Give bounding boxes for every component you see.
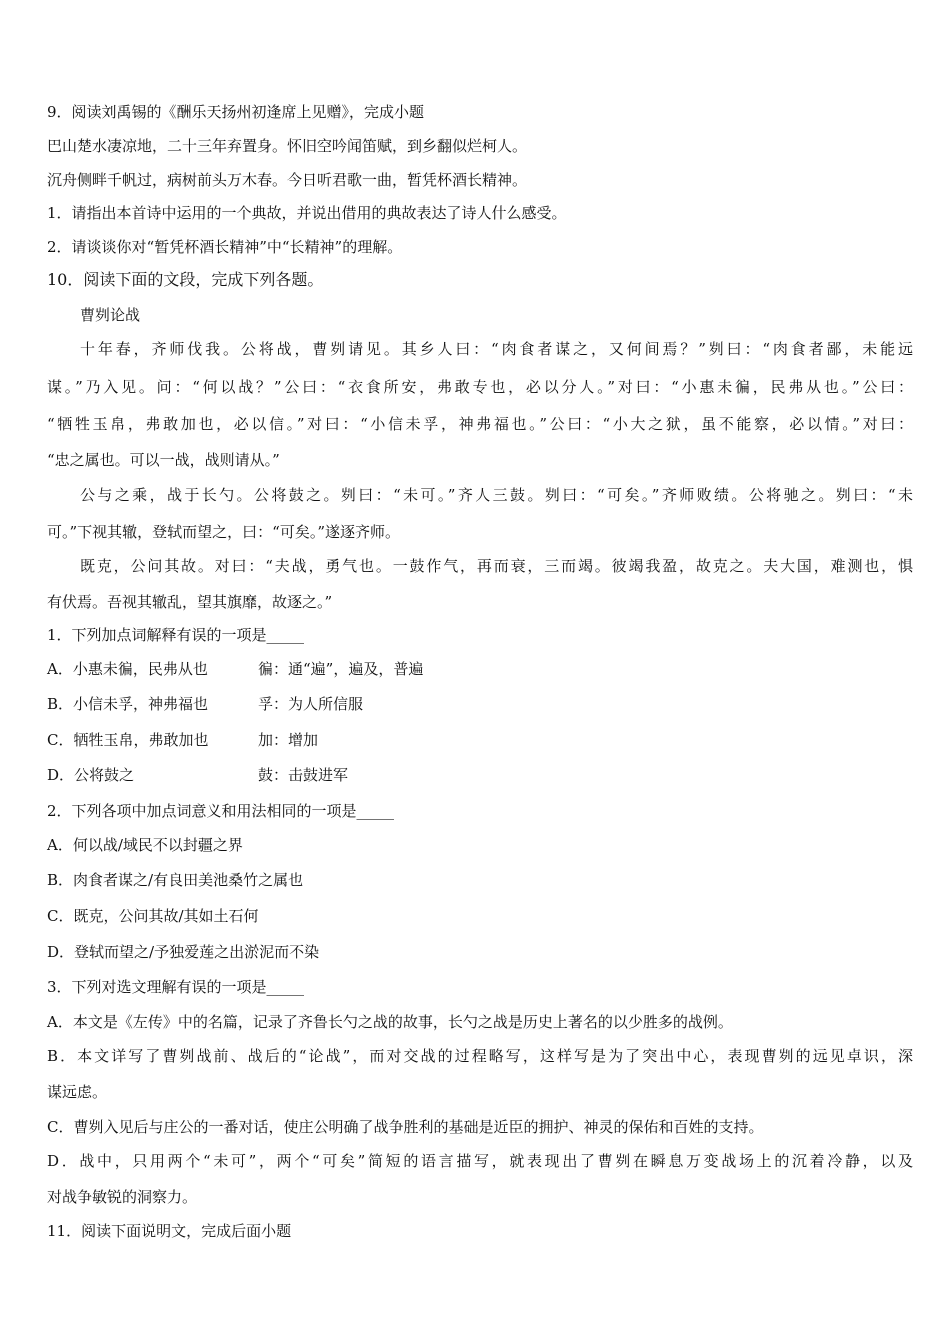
s2-option-a: A．何以战/域民不以封疆之界: [47, 836, 243, 854]
q11-heading: 11．阅读下面说明文，完成后面小题: [47, 1222, 292, 1240]
passage-p2-line-1: 公与之乘，战于长勺。公将鼓之。刿曰：“未可。”齐人三鼓。刿曰：“可矣。”齐师败绩。公将驰之。刿曰：“未: [80, 486, 913, 504]
s1-option-b-text: B．小信未孚，神弗福也: [47, 695, 209, 713]
s2-stem: 2．下列各项中加点词意义和用法相同的一项是_____: [47, 802, 395, 820]
s1-stem: 1．下列加点词解释有误的一项是_____: [47, 626, 305, 644]
s3-option-d-line-1: D．战中，只用两个“未可”，两个“可矣”简短的语言描写，就表现出了曹刿在瞬息万变战场上的沉着冷静，以及: [47, 1152, 913, 1170]
passage-title: 曹刿论战: [80, 306, 141, 324]
s3-option-c: C．曹刿入见后与庄公的一番对话，使庄公明确了战争胜利的基础是近臣的拥护、神灵的保佑和百姓的支持。: [47, 1118, 764, 1136]
s2-option-d: D．登轼而望之/予独爱莲之出淤泥而不染: [47, 943, 320, 961]
passage-p1-line-3: “牺牲玉帛，弗敢加也，必以信。”对曰：“小信未孚，神弗福也。”公曰：“小大之狱，虽不能察，必以情。”对曰：: [47, 415, 913, 433]
q9-poem-line-2: 沉舟侧畔千帆过，病树前头万木春。今日听君歌一曲，暂凭杯酒长精神。: [47, 171, 528, 189]
s1-option-d-text: D．公将鼓之: [47, 766, 135, 784]
passage-p1-line-1: 十年春，齐师伐我。公将战，曹刿请见。其乡人曰：“肉食者谋之，又何间焉？”刿曰：“肉食者鄙，未能远: [80, 340, 913, 358]
q9-subquestion-1: 1．请指出本首诗中运用的一个典故，并说出借用的典故表达了诗人什么感受。: [47, 204, 567, 222]
s1-option-a: [47, 659, 424, 679]
s1-option-b: [47, 694, 364, 714]
s1-option-a-text: A．小惠未徧，民弗从也: [47, 660, 208, 678]
s3-stem: 3．下列对选文理解有误的一项是_____: [47, 978, 305, 996]
passage-p3-line-1: 既克，公问其故。对曰：“夫战，勇气也。一鼓作气，再而衰，三而竭。彼竭我盈，故克之。夫大国，难测也，惧: [80, 557, 913, 575]
s3-option-b-line-2: 谋远虑。: [47, 1083, 108, 1101]
q9-subquestion-2: 2．请谈谈你对“暂凭杯酒长精神”中“长精神”的理解。: [47, 238, 403, 256]
s1-option-a-gloss: 徧：通“遍”，遍及，普遍: [258, 660, 424, 678]
q10-heading: 10．阅读下面的文段，完成下列各题。: [47, 270, 324, 289]
passage-p1-line-2: 谋。”乃入见。问：“何以战？”公曰：“衣食所安，弗敢专也，必以分人。”对曰：“小惠未徧，民弗从也。”公曰：: [47, 378, 913, 396]
s1-option-c-text: C．牺牲玉帛，弗敢加也: [47, 731, 209, 749]
q9-heading: 9．阅读刘禹锡的《酬乐天扬州初逢席上见赠》，完成小题: [47, 103, 425, 121]
s1-option-d: [47, 765, 349, 785]
passage-p2-line-2: 可。”下视其辙，登轼而望之，曰：“可矣。”遂逐齐师。: [47, 523, 401, 541]
s3-option-a: A．本文是《左传》中的名篇，记录了齐鲁长勺之战的故事，长勺之战是历史上著名的以少胜多的战例。: [47, 1013, 733, 1031]
passage-p1-line-4: “忠之属也。可以一战，战则请从。”: [47, 451, 280, 469]
s2-option-b: B．肉食者谋之/有良田美池桑竹之属也: [47, 871, 304, 889]
passage-p3-line-2: 有伏焉。吾视其辙乱，望其旗靡，故逐之。”: [47, 593, 333, 611]
s1-option-c-gloss: 加：增加: [258, 731, 319, 749]
s1-option-b-gloss: 孚：为人所信服: [258, 695, 364, 713]
s1-option-c: [47, 730, 319, 750]
s3-option-d-line-2: 对战争敏锐的洞察力。: [47, 1188, 198, 1206]
s1-option-d-gloss: 鼓：击鼓进军: [258, 766, 349, 784]
s3-option-b-line-1: B．本文详写了曹刿战前、战后的“论战”，而对交战的过程略写，这样写是为了突出中心，表现曹刿的远见卓识，深: [47, 1047, 913, 1065]
q9-poem-line-1: 巴山楚水凄凉地，二十三年弃置身。怀旧空吟闻笛赋，到乡翻似烂柯人。: [47, 137, 528, 155]
s2-option-c: C．既克，公问其故/其如土石何: [47, 907, 259, 925]
